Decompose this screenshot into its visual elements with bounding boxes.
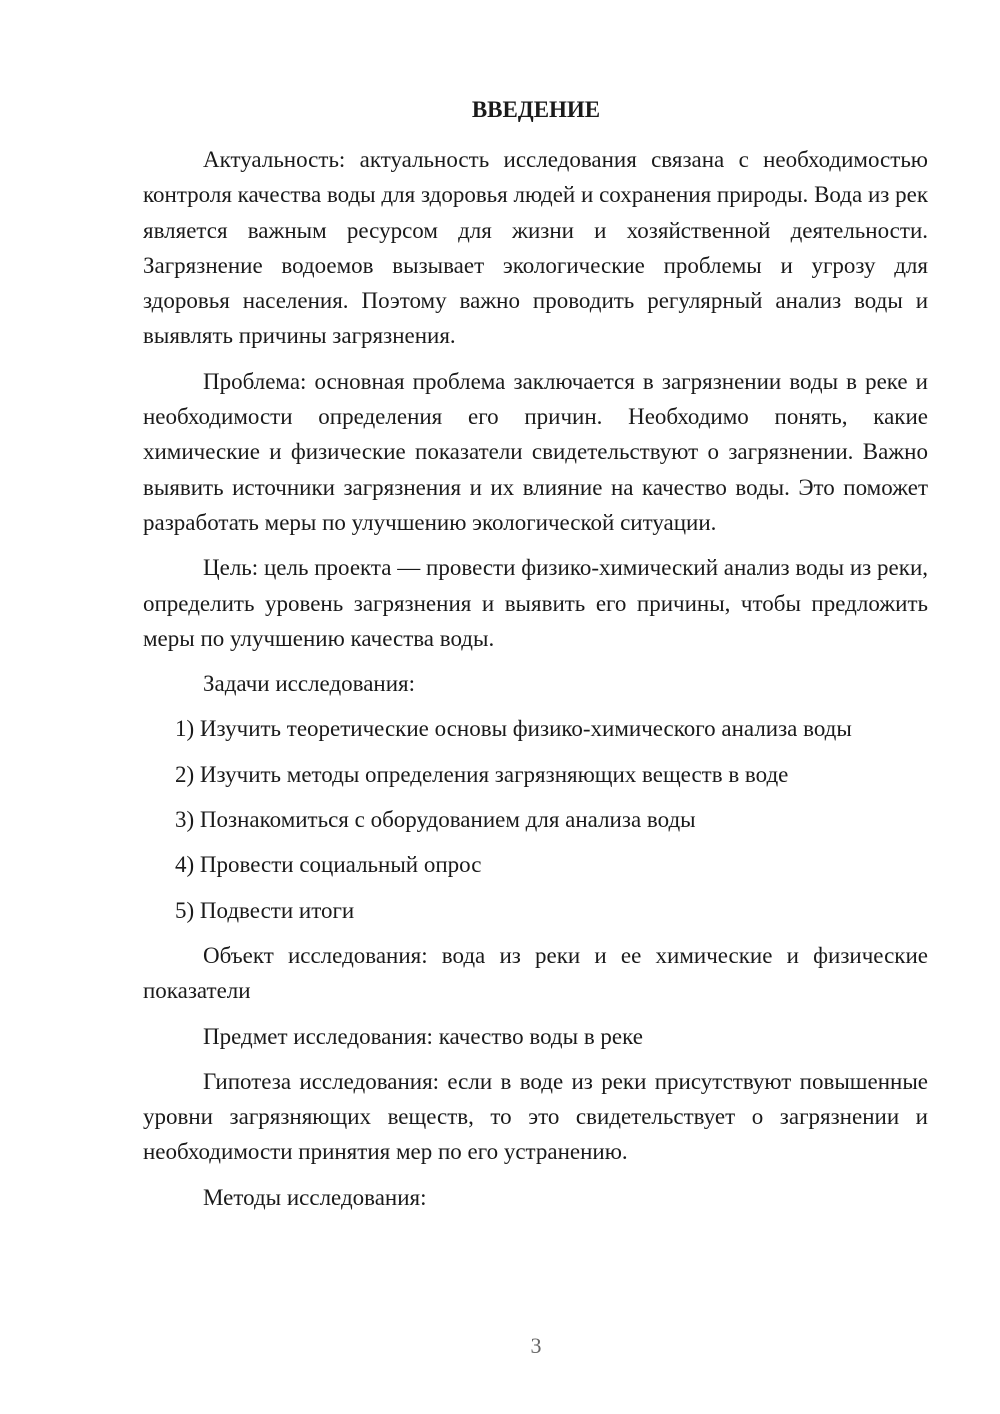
problem-paragraph: Проблема: основная проблема заключается в загрязнении воды в реке и необходимости определения его причин. Необходимо понять, какие химические и физические показатели свидетельствуют о загрязнении. Важно выявить источники загрязнения и их влияние на качество воды. Это поможет разработать меры по улучшению экологической ситуации. — [143, 368, 928, 535]
page-title: ВВЕДЕНИЕ — [471, 97, 601, 122]
tasks-heading: Задачи исследования: — [203, 671, 416, 697]
task-item: 1) Изучить теоретические основы физико-химического анализа воды — [175, 716, 852, 742]
relevance-paragraph: Актуальность: актуальность исследования связана с необходимостью контроля качества воды для здоровья людей и сохранения природы. Вода из рек является важным ресурсом для жизни и хозяйственной деятельности. Загрязнение водоемов вызывает экологические проблемы и угрозу для здоровья населения. Поэтому важно проводить регулярный анализ воды и выявлять причины загрязнения. — [143, 147, 928, 349]
task-item: 5) Подвести итоги — [175, 897, 355, 923]
subject-paragraph: Предмет исследования: качество воды в реке — [203, 1023, 643, 1049]
task-item: 3) Познакомиться с оборудованием для анализа воды — [175, 807, 696, 833]
tasks-list — [143, 711, 928, 927]
goal-paragraph: Цель: цель проекта — провести физико-химический анализ воды из реки, определить уровень загрязнения и выявить его причины, чтобы предложить меры по улучшению качества воды. — [143, 555, 928, 651]
task-item: 2) Изучить методы определения загрязняющих веществ в воде — [175, 761, 789, 787]
object-paragraph: Объект исследования: вода из реки и ее химические и физические показатели — [143, 942, 928, 1004]
page-number: 3 — [530, 1333, 542, 1358]
document-body — [143, 142, 928, 1225]
methods-heading: Методы исследования: — [203, 1184, 427, 1210]
task-item: 4) Провести социальный опрос — [175, 852, 482, 878]
hypothesis-paragraph: Гипотеза исследования: если в воде из реки присутствуют повышенные уровни загрязняющих веществ, то это свидетельствует о загрязнении и необходимости принятия мер по его устранению. — [143, 1068, 928, 1165]
